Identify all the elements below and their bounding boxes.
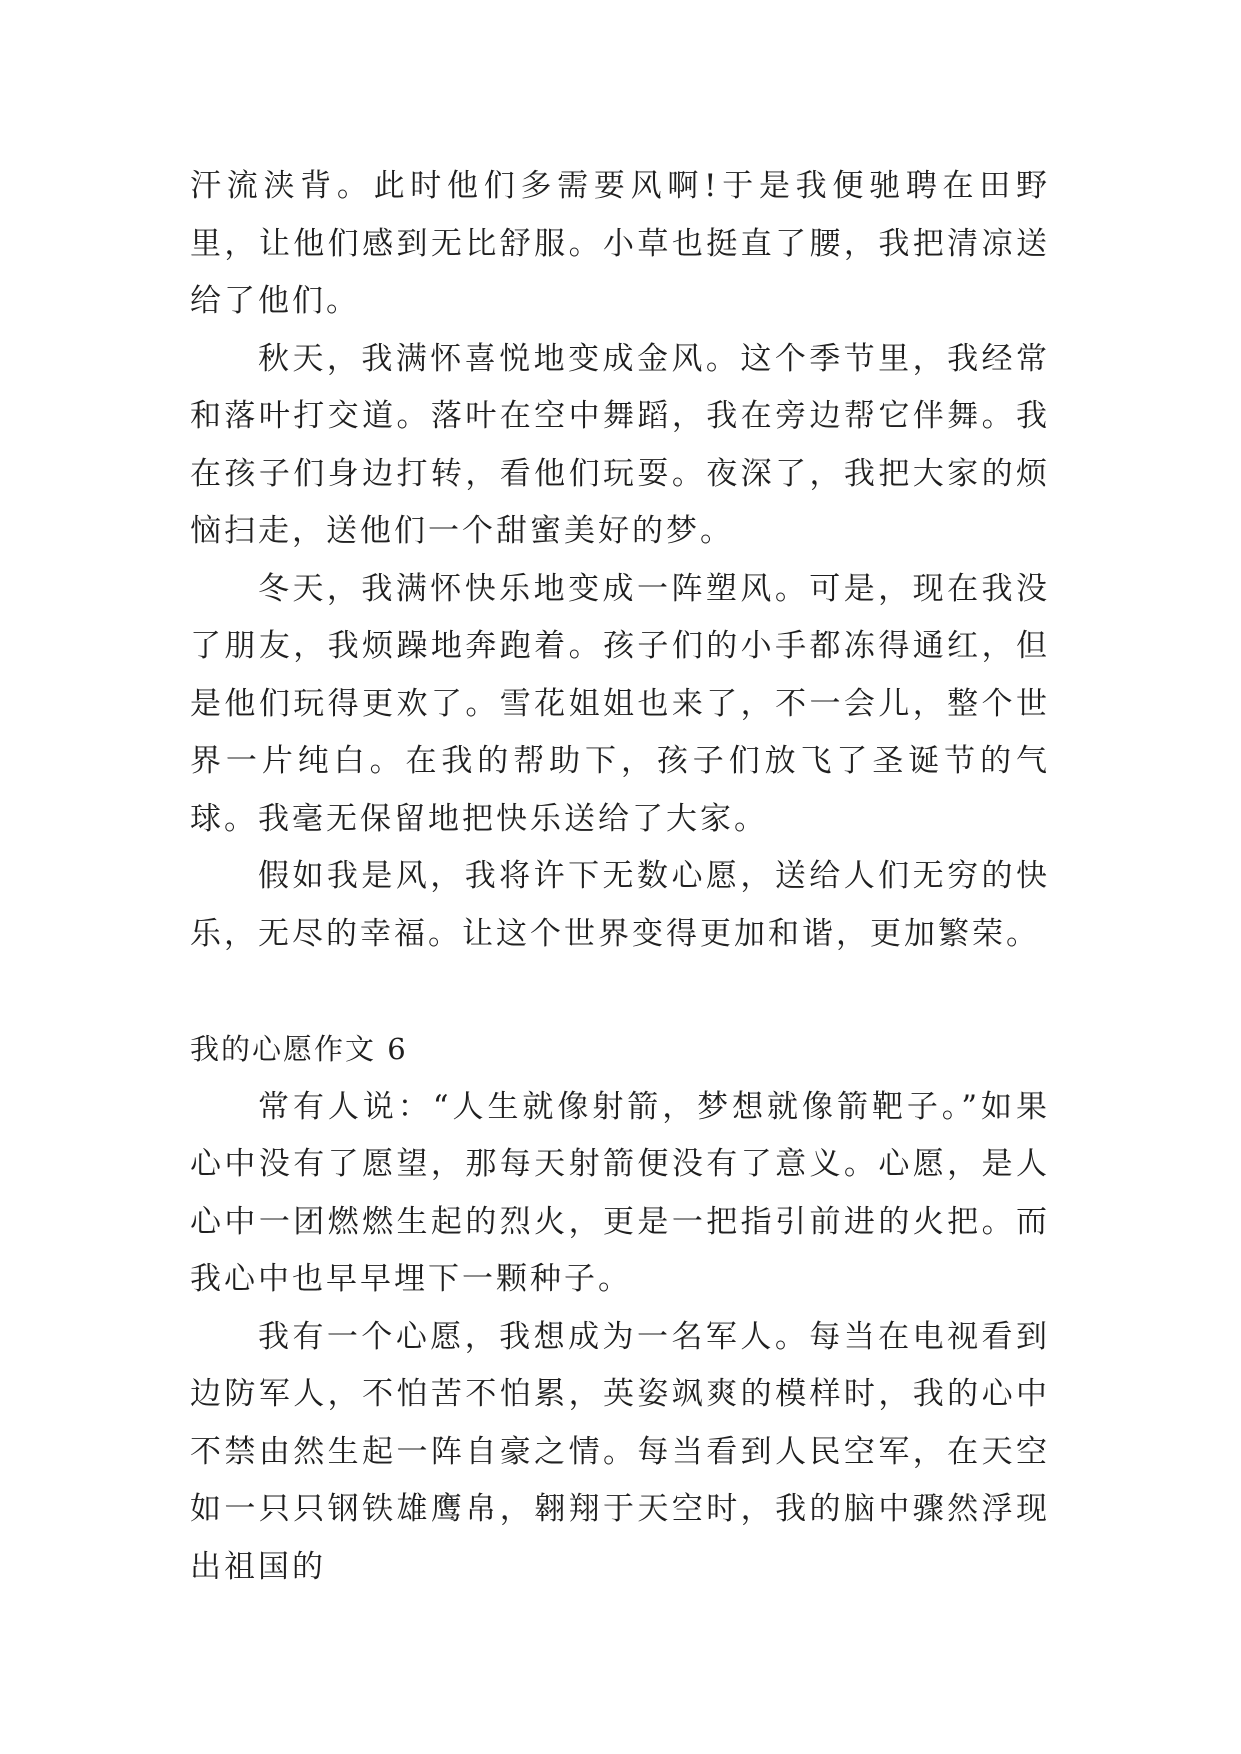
paragraph-continued: 汗流浃背。此时他们多需要风啊!于是我便驰聘在田野里，让他们感到无比舒服。小草也挺直了腰，我把清凉送给了他们。 <box>190 168 1050 319</box>
paragraph-winter: 冬天，我满怀快乐地变成一阵塑风。可是，现在我没了朋友，我烦躁地奔跑着。孩子们的小手都冻得通红，但是他们玩得更欢了。雪花姐姐也来了，不一会儿，整个世界一片纯白。在我的帮助下，孩子们放飞了圣诞节的气球。我毫无保留地把快乐送给了大家。 <box>190 570 1050 837</box>
document-body <box>190 158 1050 1596</box>
paragraph-intro: 常有人说：“人生就像射箭，梦想就像箭靶子。”如果心中没有了愿望，那每天射箭便没有了意义。心愿，是人心中一团燃燃生起的烈火，更是一把指引前进的火把。而我心中也早早埋下一颗种子。 <box>190 1088 1050 1297</box>
paragraph-conclusion: 假如我是风，我将许下无数心愿，送给人们无穷的快乐，无尽的幸福。让这个世界变得更加和谐，更加繁荣。 <box>190 858 1050 952</box>
paragraph-autumn: 秋天，我满怀喜悦地变成金风。这个季节里，我经常和落叶打交道。落叶在空中舞蹈，我在旁边帮它伴舞。我在孩子们身边打转，看他们玩耍。夜深了，我把大家的烦恼扫走，送他们一个甜蜜美好的梦。 <box>190 340 1050 549</box>
paragraph-wish: 我有一个心愿，我想成为一名军人。每当在电视看到边防军人，不怕苦不怕累，英姿飒爽的模样时，我的心中不禁由然生起一阵自豪之情。每当看到人民空军，在天空如一只只钢铁雄鹰帛，翱翔于天空时，我的脑中骤然浮现出祖国的 <box>190 1318 1050 1585</box>
section-title: 我的心愿作文 6 <box>190 1032 408 1066</box>
